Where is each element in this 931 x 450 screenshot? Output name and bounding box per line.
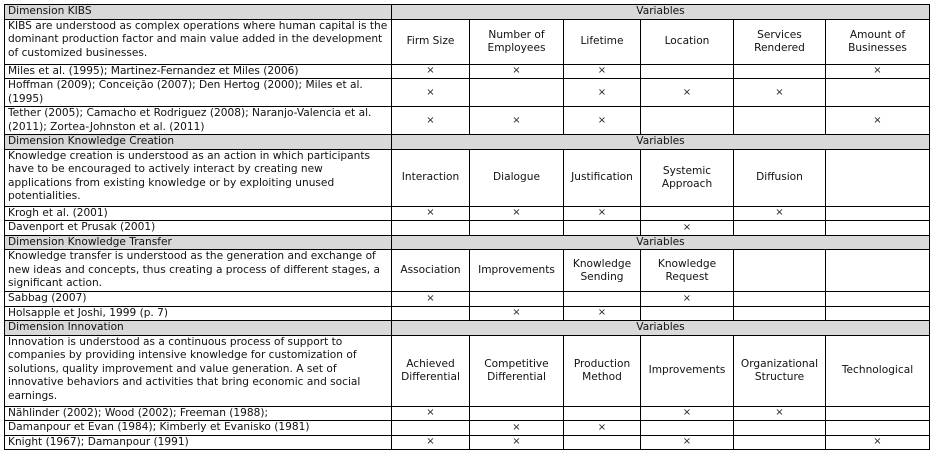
- variable-name: [826, 250, 930, 292]
- check-mark-cell: ×: [564, 107, 641, 135]
- check-mark-cell: ×: [564, 79, 641, 107]
- reference-cell: Tether (2005); Camacho et Rodriguez (2008); Naranjo-Valencia et al. (2011); Zortea-Johnston et al. (2011): [5, 107, 392, 135]
- variable-name: Knowledge Sending: [564, 250, 641, 292]
- dimension-header: Dimension KIBS: [5, 5, 392, 20]
- check-mark-cell: ×: [641, 435, 734, 450]
- empty-cell: [564, 292, 641, 307]
- dimensions-variables-table: [4, 4, 930, 450]
- check-mark-cell: ×: [564, 421, 641, 436]
- check-mark-cell: ×: [826, 435, 930, 450]
- reference-row: [5, 79, 930, 107]
- variable-name: Services Rendered: [734, 19, 826, 64]
- variable-name: [734, 250, 826, 292]
- reference-row: [5, 64, 930, 79]
- check-mark-cell: ×: [564, 306, 641, 321]
- reference-row: [5, 107, 930, 135]
- empty-cell: [826, 421, 930, 436]
- reference-cell: Knight (1967); Damanpour (1991): [5, 435, 392, 450]
- reference-cell: Holsapple et Joshi, 1999 (p. 7): [5, 306, 392, 321]
- check-mark-cell: ×: [734, 406, 826, 421]
- variable-name: Improvements: [641, 335, 734, 406]
- empty-cell: [734, 421, 826, 436]
- variable-name: Production Method: [564, 335, 641, 406]
- check-mark-cell: ×: [470, 206, 564, 221]
- empty-cell: [734, 435, 826, 450]
- empty-cell: [826, 292, 930, 307]
- empty-cell: [641, 306, 734, 321]
- section-header-row: [5, 321, 930, 336]
- variable-name: Location: [641, 19, 734, 64]
- check-mark-cell: ×: [392, 435, 470, 450]
- empty-cell: [392, 421, 470, 436]
- check-mark-cell: ×: [734, 79, 826, 107]
- check-mark-cell: ×: [641, 221, 734, 236]
- check-mark-cell: ×: [734, 206, 826, 221]
- empty-cell: [734, 64, 826, 79]
- empty-cell: [564, 435, 641, 450]
- empty-cell: [826, 221, 930, 236]
- reference-row: [5, 435, 930, 450]
- variable-name: Technological: [826, 335, 930, 406]
- section-header-row: [5, 135, 930, 150]
- reference-cell: Krogh et al. (2001): [5, 206, 392, 221]
- variable-name: Diffusion: [734, 149, 826, 206]
- section-header-row: [5, 5, 930, 20]
- section-header-row: [5, 235, 930, 250]
- section-description-row: [5, 19, 930, 64]
- variables-header: Variables: [392, 321, 930, 336]
- empty-cell: [470, 406, 564, 421]
- check-mark-cell: ×: [470, 421, 564, 436]
- check-mark-cell: ×: [826, 64, 930, 79]
- check-mark-cell: ×: [564, 206, 641, 221]
- empty-cell: [470, 292, 564, 307]
- check-mark-cell: ×: [826, 107, 930, 135]
- reference-cell: Sabbag (2007): [5, 292, 392, 307]
- reference-cell: Miles et al. (1995); Martinez-Fernandez et Miles (2006): [5, 64, 392, 79]
- check-mark-cell: ×: [392, 206, 470, 221]
- reference-row: [5, 406, 930, 421]
- empty-cell: [734, 107, 826, 135]
- dimension-header: Dimension Knowledge Transfer: [5, 235, 392, 250]
- empty-cell: [392, 306, 470, 321]
- check-mark-cell: ×: [470, 107, 564, 135]
- variable-name: Interaction: [392, 149, 470, 206]
- reference-row: [5, 206, 930, 221]
- variables-header: Variables: [392, 5, 930, 20]
- variable-name: Systemic Approach: [641, 149, 734, 206]
- empty-cell: [641, 64, 734, 79]
- check-mark-cell: ×: [564, 64, 641, 79]
- section-description-row: [5, 335, 930, 406]
- empty-cell: [564, 221, 641, 236]
- check-mark-cell: ×: [392, 406, 470, 421]
- empty-cell: [734, 221, 826, 236]
- empty-cell: [826, 79, 930, 107]
- reference-cell: Nählinder (2002); Wood (2002); Freeman (1988);: [5, 406, 392, 421]
- variable-name: Amount of Businesses: [826, 19, 930, 64]
- empty-cell: [734, 292, 826, 307]
- dimension-description: Innovation is understood as a continuous process of support to companies by providing intensive knowledge for customization of solutions, quality improvement and value generation. A set of innovative behaviors and activities that bring economic and social earnings.: [5, 335, 392, 406]
- empty-cell: [826, 206, 930, 221]
- variable-name: Lifetime: [564, 19, 641, 64]
- dimension-description: KIBS are understood as complex operations where human capital is the dominant production factor and main value added in the development of customized businesses.: [5, 19, 392, 64]
- empty-cell: [641, 421, 734, 436]
- check-mark-cell: ×: [470, 64, 564, 79]
- dimension-header: Dimension Knowledge Creation: [5, 135, 392, 150]
- check-mark-cell: ×: [392, 292, 470, 307]
- dimension-description: Knowledge transfer is understood as the generation and exchange of new ideas and concepts, thus creating a process of different stages, a significant action.: [5, 250, 392, 292]
- variable-name: Organizational Structure: [734, 335, 826, 406]
- check-mark-cell: ×: [392, 79, 470, 107]
- reference-row: [5, 292, 930, 307]
- empty-cell: [641, 206, 734, 221]
- reference-cell: Hoffman (2009); Conceição (2007); Den Hertog (2000); Miles et al. (1995): [5, 79, 392, 107]
- reference-row: [5, 221, 930, 236]
- variable-name: Dialogue: [470, 149, 564, 206]
- dimension-description: Knowledge creation is understood as an action in which participants have to be encouraged to actively interact by creating new applications from existing knowledge or by exploiting unused potentialities.: [5, 149, 392, 206]
- reference-row: [5, 306, 930, 321]
- check-mark-cell: ×: [470, 306, 564, 321]
- variable-name: Number of Employees: [470, 19, 564, 64]
- dimension-header: Dimension Innovation: [5, 321, 392, 336]
- section-description-row: [5, 149, 930, 206]
- variable-name: Achieved Differential: [392, 335, 470, 406]
- variables-header: Variables: [392, 235, 930, 250]
- check-mark-cell: ×: [470, 435, 564, 450]
- variable-name: Firm Size: [392, 19, 470, 64]
- empty-cell: [826, 306, 930, 321]
- check-mark-cell: ×: [392, 64, 470, 79]
- reference-cell: Davenport et Prusak (2001): [5, 221, 392, 236]
- empty-cell: [641, 107, 734, 135]
- empty-cell: [470, 79, 564, 107]
- empty-cell: [470, 221, 564, 236]
- reference-cell: Damanpour et Evan (1984); Kimberly et Evanisko (1981): [5, 421, 392, 436]
- check-mark-cell: ×: [641, 406, 734, 421]
- check-mark-cell: ×: [392, 107, 470, 135]
- empty-cell: [734, 306, 826, 321]
- empty-cell: [826, 406, 930, 421]
- empty-cell: [564, 406, 641, 421]
- variable-name: Justification: [564, 149, 641, 206]
- reference-row: [5, 421, 930, 436]
- variable-name: Competitive Differential: [470, 335, 564, 406]
- variable-name: Improvements: [470, 250, 564, 292]
- variables-header: Variables: [392, 135, 930, 150]
- variable-name: Association: [392, 250, 470, 292]
- check-mark-cell: ×: [641, 292, 734, 307]
- section-description-row: [5, 250, 930, 292]
- empty-cell: [392, 221, 470, 236]
- check-mark-cell: ×: [641, 79, 734, 107]
- variable-name: Knowledge Request: [641, 250, 734, 292]
- variable-name: [826, 149, 930, 206]
